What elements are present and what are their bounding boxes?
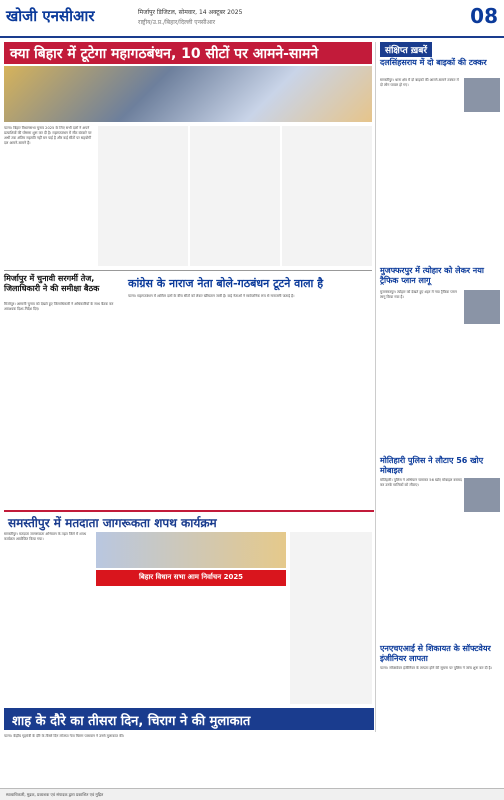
sidebar-item2-body: मुजफ्फरपुर। त्योहार को देखते हुए शहर में नया ट्रैफिक प्लान लागू किया गया है। — [380, 290, 457, 299]
lead-body-column-2 — [98, 126, 188, 266]
masthead-date: मिर्जापुर डिजिटल, सोमवार, 14 अक्टूबर 2025 — [138, 9, 243, 16]
sidebar-item4-body: पटना। सॉफ्टवेयर इंजीनियर के लापता होने की सूचना पर पुलिस ने जांच शुरू कर दी है। — [380, 666, 492, 670]
story3-body: पटना। महागठबंधन में शामिल दलों के बीच सीटों को लेकर खींचतान जारी है। कई नेताओं ने सार्वजनिक रूप से नाराजगी जताई है। — [128, 294, 295, 298]
sidebar-item4-title: एनएचएआई से शिकायत के सॉफ्टवेयर इंजीनियर लापता — [380, 644, 491, 663]
sidebar-item1-body-column — [380, 78, 462, 260]
sidebar-item1-photo — [464, 78, 500, 112]
sidebar-item3-body-column — [380, 478, 462, 638]
lead-body-column-3 — [190, 126, 280, 266]
bottom-body-column — [4, 734, 372, 786]
sidebar-item3-body: मोतिहारी। पुलिस ने अभियान चलाकर 56 खोए मोबाइल बरामद कर उनके मालिकों को लौटाए। — [380, 478, 462, 487]
story2-body-column — [4, 302, 124, 502]
sidebar-item1-body: समस्तीपुर। थाना क्षेत्र में दो बाइकों की आमने-सामने टक्कर में दो लोग घायल हो गए। — [380, 78, 459, 87]
lead-body: पटना। बिहार विधानसभा चुनाव 2025 के लिए सभी दलों ने अपने प्रत्याशियों की घोषणा शुरू कर दी है। महागठबंधन में सीट बंटवारे पर अभी तक अंतिम सहमति नहीं बन पाई है और कई सीटों पर सहयोगी दल आमने-सामने हैं। — [4, 126, 92, 145]
sidebar-item3-title: मोतिहारी पुलिस ने लौटाए 56 खोए मोबाइल — [380, 456, 484, 475]
story4-body-column — [4, 532, 92, 704]
sidebar-item2-title: मुजफ्फरपुर में त्योहार को लेकर नया ट्रैफिक प्लान लागू — [380, 266, 484, 285]
lead-photo — [4, 66, 372, 122]
sidebar-item3-photo — [464, 478, 500, 512]
story2-headline: मिर्जापुर में चुनावी सरगर्मी तेज, जिलाधिकारी ने की समीक्षा बैठक — [4, 274, 100, 293]
bottom-headline: शाह के दौरे का तीसरा दिन, चिराग ने की मुलाकात — [4, 708, 374, 730]
lead-headline: क्या बिहार में टूटेगा महागठबंधन, 10 सीटों पर आमने-सामने — [4, 42, 372, 64]
masthead — [0, 0, 504, 38]
bottom-body: पटना। केंद्रीय गृहमंत्री के दौरे के तीसरे दिन लोजपा नेता चिराग पासवान ने उनसे मुलाकात की। — [4, 734, 125, 738]
story4-band — [4, 510, 374, 530]
election-banner: बिहार विधान सभा आम निर्वाचन 2025 — [96, 570, 286, 586]
story4-body-column-2 — [290, 532, 372, 704]
sidebar-item2-body-column — [380, 290, 462, 450]
sidebar-item2-photo — [464, 290, 500, 324]
story4-body: समस्तीपुर। मतदाता जागरूकता अभियान के तहत जिले में शपथ कार्यक्रम आयोजित किया गया। — [4, 532, 87, 541]
masthead-subline: राष्ट्रीय/उ.प्र./बिहार/दिल्ली एनसीआर — [138, 19, 216, 26]
footer: स्वत्वाधिकारी, मुद्रक, प्रकाशक एवं संपादक द्वारा प्रकाशित एवं मुद्रित — [0, 788, 504, 800]
sidebar-item4-body-column — [380, 666, 500, 784]
story3-body-column — [128, 294, 372, 502]
story4-photo — [96, 532, 286, 568]
story3-headline: कांग्रेस के नाराज नेता बोले-गठबंधन टूटने वाला है — [128, 277, 324, 290]
story4-headline: समस्तीपुर में मतदाता जागरूकता शपथ कार्यक्रम — [8, 516, 217, 530]
column-rule — [375, 42, 376, 732]
newspaper-brand: खोजी एनसीआर — [6, 7, 95, 25]
page-number: 08 — [470, 4, 498, 28]
sidebar-section-label: संक्षिप्त ख़बरें — [380, 42, 432, 57]
lead-body-column — [4, 126, 96, 266]
divider — [4, 270, 372, 271]
sidebar-item1-title: दलसिंहसराय में दो बाइकों की टक्कर — [380, 58, 487, 67]
story2-body: मिर्जापुर। आगामी चुनाव को देखते हुए जिलाधिकारी ने अधिकारियों के साथ बैठक कर आवश्यक दिशा-निर्देश दिए। — [4, 302, 114, 311]
lead-body-column-4 — [282, 126, 372, 266]
